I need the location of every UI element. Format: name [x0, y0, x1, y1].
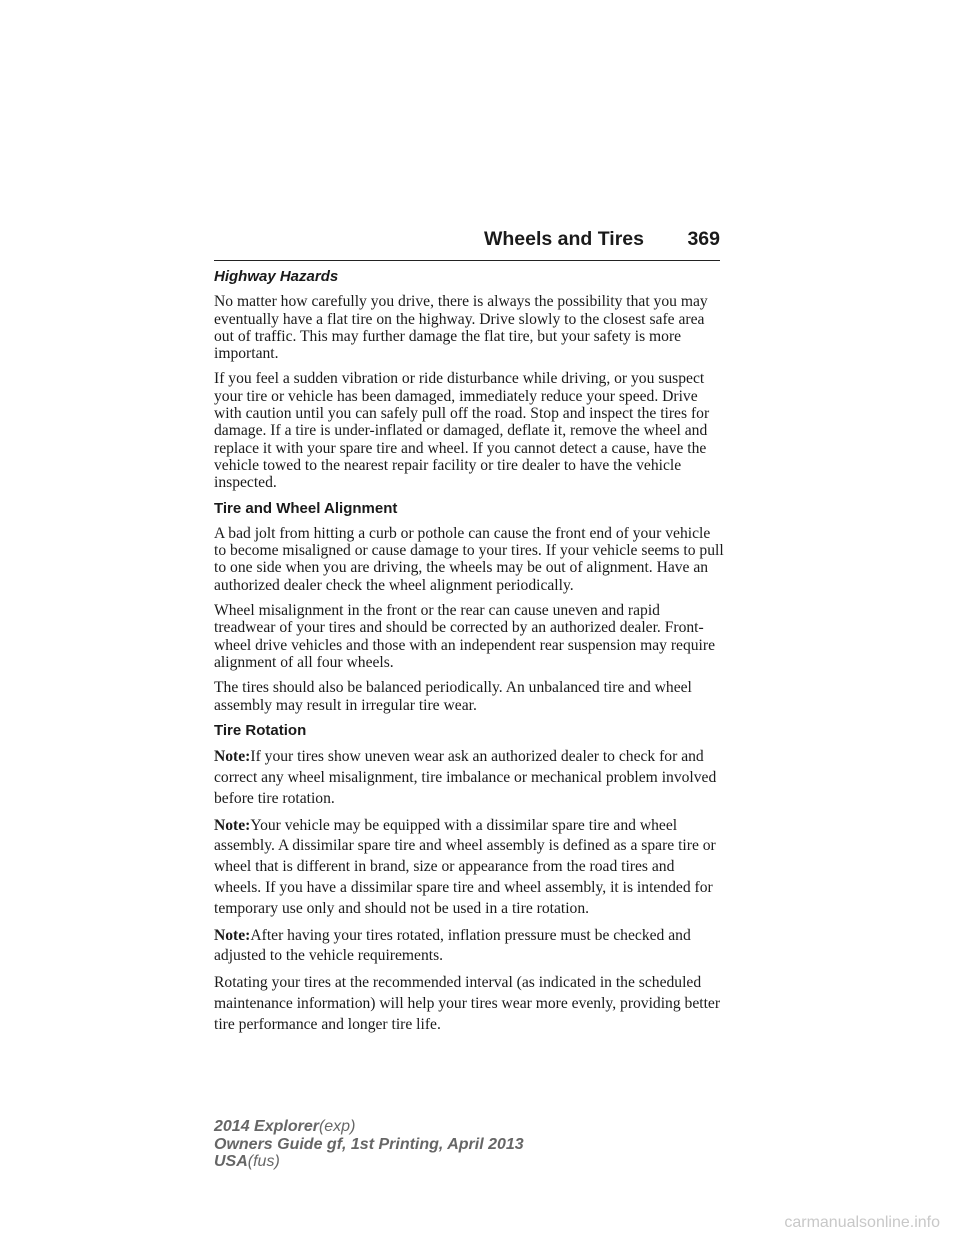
heading-tire-wheel-alignment: Tire and Wheel Alignment	[214, 499, 398, 517]
watermark: carmanualsonline.info	[784, 1214, 940, 1231]
note-text: Your vehicle may be equipped with a dissimilar spare tire and wheel assembly. A dissimilar spare tire and wheel assembly is defined as a spare tire or wheel that is different in brand, size or appearance from the road tires and wheels. If you have a dissimilar spare tire and wheel assembly, it is intended for temporary use only and should not be used in a tire rotation.	[214, 816, 716, 917]
paragraph: The tires should also be balanced periodically. An unbalanced tire and wheel assembly may result in irregular tire wear.	[214, 679, 692, 714]
note-text: After having your tires rotated, inflation pressure must be checked and adjusted to the vehicle requirements.	[214, 926, 691, 965]
note-paragraph	[214, 747, 724, 809]
footer-model: 2014 Explorer	[214, 1118, 319, 1135]
footer-line-market	[214, 1153, 524, 1171]
note-label: Note:	[214, 748, 251, 766]
heading-highway-hazards: Highway Hazards	[214, 268, 339, 285]
footer-model-code: (exp)	[318, 1118, 356, 1135]
paragraph: No matter how carefully you drive, there is always the possibility that you may eventually have a flat tire on the highway. Drive slowly to the closest safe area out of traffic. This may further damage the flat tire, but your safety is more important.	[214, 293, 708, 363]
footer-printing: Owners Guide gf, 1st Printing, April 2013	[214, 1135, 524, 1153]
note-text: If your tires show uneven wear ask an authorized dealer to check for and correct any wheel misalignment, tire imbalance or mechanical problem involved before tire rotation.	[214, 748, 717, 807]
page-footer	[214, 1118, 524, 1171]
paragraph: If you feel a sudden vibration or ride disturbance while driving, or you suspect your tire or vehicle has been damaged, immediately reduce your speed. Drive with caution until you can safely pull off the road. Stop and inspect the tires for damage. If a tire is under-inflated or damaged, deflate it, remove the wheel and replace it with your spare tire and wheel. If you cannot detect a cause, have the vehicle towed to the nearest repair facility or tire dealer to have the vehicle inspected.	[214, 370, 710, 492]
note-paragraph	[214, 816, 724, 920]
page-number: 369	[687, 228, 720, 250]
note-label: Note:	[214, 926, 251, 944]
footer-market: USA	[214, 1153, 248, 1170]
paragraph: A bad jolt from hitting a curb or pothole can cause the front end of your vehicle to become misaligned or cause damage to your tires. If your vehicle seems to pull to one side when you are driving, the wheels may be out of alignment. Have an authorized dealer check the wheel alignment periodically.	[214, 524, 724, 594]
note-paragraph	[214, 926, 724, 968]
footer-market-code: (fus)	[247, 1153, 280, 1170]
page-content	[214, 268, 724, 1041]
section-title: Wheels and Tires	[483, 228, 644, 250]
page-header	[214, 228, 720, 261]
heading-tire-rotation: Tire Rotation	[214, 721, 307, 739]
footer-line-model	[214, 1118, 524, 1136]
note-label: Note:	[214, 816, 251, 834]
paragraph: Rotating your tires at the recommended interval (as indicated in the scheduled maintenance information) will help your tires wear more evenly, providing better tire performance and longer tire life.	[214, 974, 721, 1033]
paragraph: Wheel misalignment in the front or the rear can cause uneven and rapid treadwear of your tires and should be corrected by an authorized dealer. Front-wheel drive vehicles and those with an independent rear suspension may require alignment of all four wheels.	[214, 602, 716, 671]
